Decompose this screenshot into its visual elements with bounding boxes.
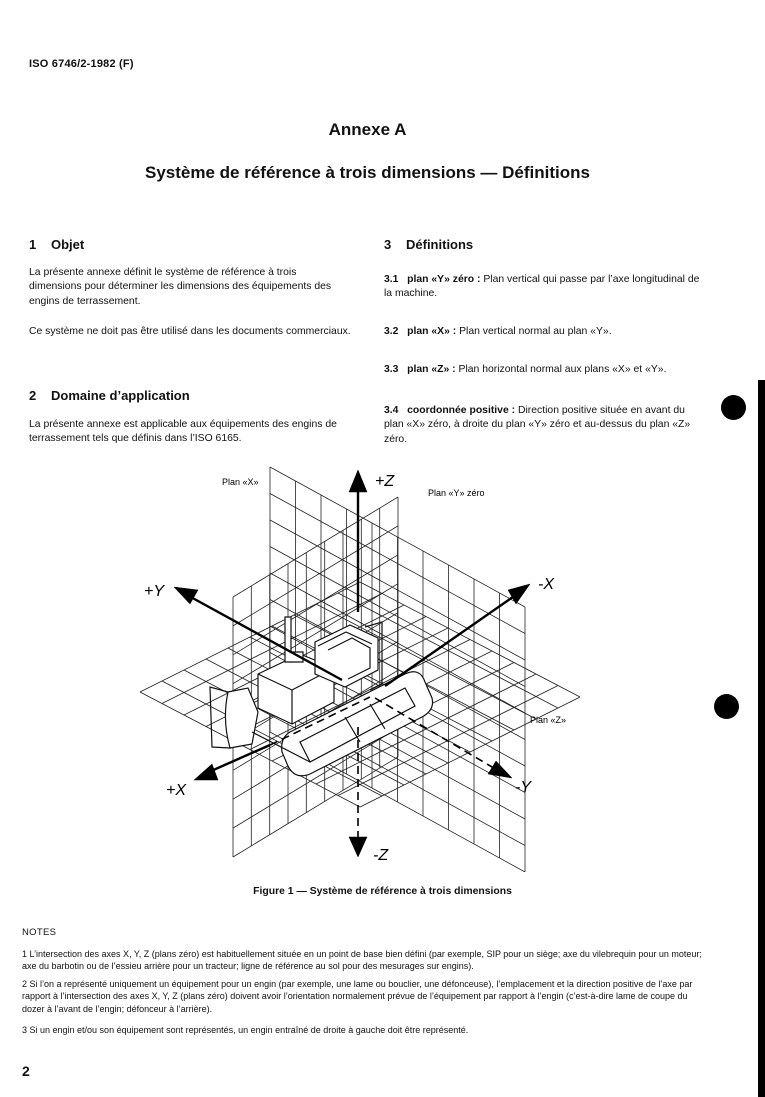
definition-number: 3.1 xyxy=(384,274,399,285)
arrow-plus-z xyxy=(349,470,367,492)
note-3: 3 Si un engin et/ou son équipement sont représentés, un engin entraîné de droite à gauche doit être représenté. xyxy=(22,1025,469,1035)
annex-subtitle: Système de référence à trois dimensions — Définitions xyxy=(145,163,590,182)
definition-number: 3.4 xyxy=(384,405,399,416)
definition-term: plan «Z» : xyxy=(407,364,456,375)
annex-title: Annexe A xyxy=(328,120,407,139)
label-plus-y: +Y xyxy=(144,583,165,600)
definition-3-3 xyxy=(384,363,706,377)
definition-3-1 xyxy=(384,273,706,302)
note-1: 1 L’intersection des axes X, Y, Z (plans zéro) est habituellement située en un point de base bien défini (par exemple, SIP pour un siège; axe du vilebrequin pour un moteur; axe du barbotin ou de l’essieu arrière pour un tracteur; ligne de référence au sol pour des mesurages sur engins). xyxy=(22,949,702,972)
definition-3-2 xyxy=(384,325,706,339)
arrow-minus-z xyxy=(349,837,367,857)
page-number: 2 xyxy=(22,1063,30,1079)
note-2: 2 Si l’on a représenté uniquement un équipement pour un engin (par exemple, une lame ou bouclier, une défonceuse), l’emplacement et la direction positive de l’axe par rapport à l’intersection des axes X, Y, Z (plans zéro) doivent avoir l’orientation normalement prévue de l’équipement par rapport à l’engin (c’est-à-dire lame de coupe du dozer à l’avant de l’engin; défonceur à l’arrière). xyxy=(22,979,693,1014)
definition-text: Plan horizontal normal aux plans «X» et «Y». xyxy=(458,364,667,375)
section-number: 3 xyxy=(384,237,392,252)
section-title: Définitions xyxy=(406,237,474,252)
objet-paragraph-1: La présente annexe définit le système de référence à trois dimensions pour déterminer les dimensions des équipements des engins de terrassement. xyxy=(29,267,332,307)
arrow-minus-y xyxy=(488,761,512,778)
label-plan-x: Plan «X» xyxy=(222,477,259,487)
grid-line xyxy=(233,757,398,857)
arrow-plus-y xyxy=(174,587,198,604)
label-plan-z: Plan «Z» xyxy=(530,715,567,725)
scan-edge-bar xyxy=(758,380,765,1097)
figure-caption: Figure 1 — Système de référence à trois dimensions xyxy=(253,886,512,897)
section-heading-definitions xyxy=(384,237,473,252)
grid-line xyxy=(233,526,398,626)
definition-text: Plan vertical qui passe par l’axe longitudinal de la machine. xyxy=(384,274,700,300)
label-minus-y: -Y xyxy=(515,779,531,796)
definition-number: 3.2 xyxy=(384,326,399,337)
definition-text: Direction positive située en avant du plan «X» zéro, à droite du plan «Y» zéro et au-dessus du plan «Z» zéro. xyxy=(384,405,691,445)
definition-3-4 xyxy=(384,404,706,447)
label-plus-x: +X xyxy=(166,782,187,799)
margin-dot-mark xyxy=(721,395,746,420)
section-title: Objet xyxy=(51,237,85,252)
label-plan-y: Plan «Y» zéro xyxy=(428,488,485,498)
reference-system-figure xyxy=(120,462,620,872)
section-number: 1 xyxy=(29,237,37,252)
notes-heading: NOTES xyxy=(22,927,57,938)
section-title: Domaine d’application xyxy=(51,388,190,403)
bulldozer-drawing xyxy=(210,617,433,776)
label-plus-z: +Z xyxy=(375,473,395,490)
margin-dot-mark xyxy=(714,694,739,719)
section-number: 2 xyxy=(29,388,37,403)
arrow-minus-x xyxy=(508,584,530,604)
domaine-paragraph: La présente annexe est applicable aux équipements des engins de terrassement tels que définis dans l’ISO 6165. xyxy=(29,419,337,445)
section-heading-objet xyxy=(29,237,84,252)
definition-term: coordonnée positive : xyxy=(407,405,516,416)
document-reference: ISO 6746/2-1982 (F) xyxy=(29,58,134,70)
definition-text: Plan vertical normal au plan «Y». xyxy=(459,326,612,337)
label-minus-z: -Z xyxy=(373,847,389,864)
label-minus-x: -X xyxy=(538,576,554,593)
grid-line xyxy=(233,497,398,597)
objet-paragraph-2: Ce système ne doit pas être utilisé dans les documents commerciaux. xyxy=(29,326,351,337)
arrow-plus-x xyxy=(194,764,218,780)
definition-number: 3.3 xyxy=(384,364,399,375)
definition-term: plan «Y» zéro : xyxy=(407,274,481,285)
section-heading-domaine xyxy=(29,388,190,403)
definition-term: plan «X» : xyxy=(407,326,457,337)
